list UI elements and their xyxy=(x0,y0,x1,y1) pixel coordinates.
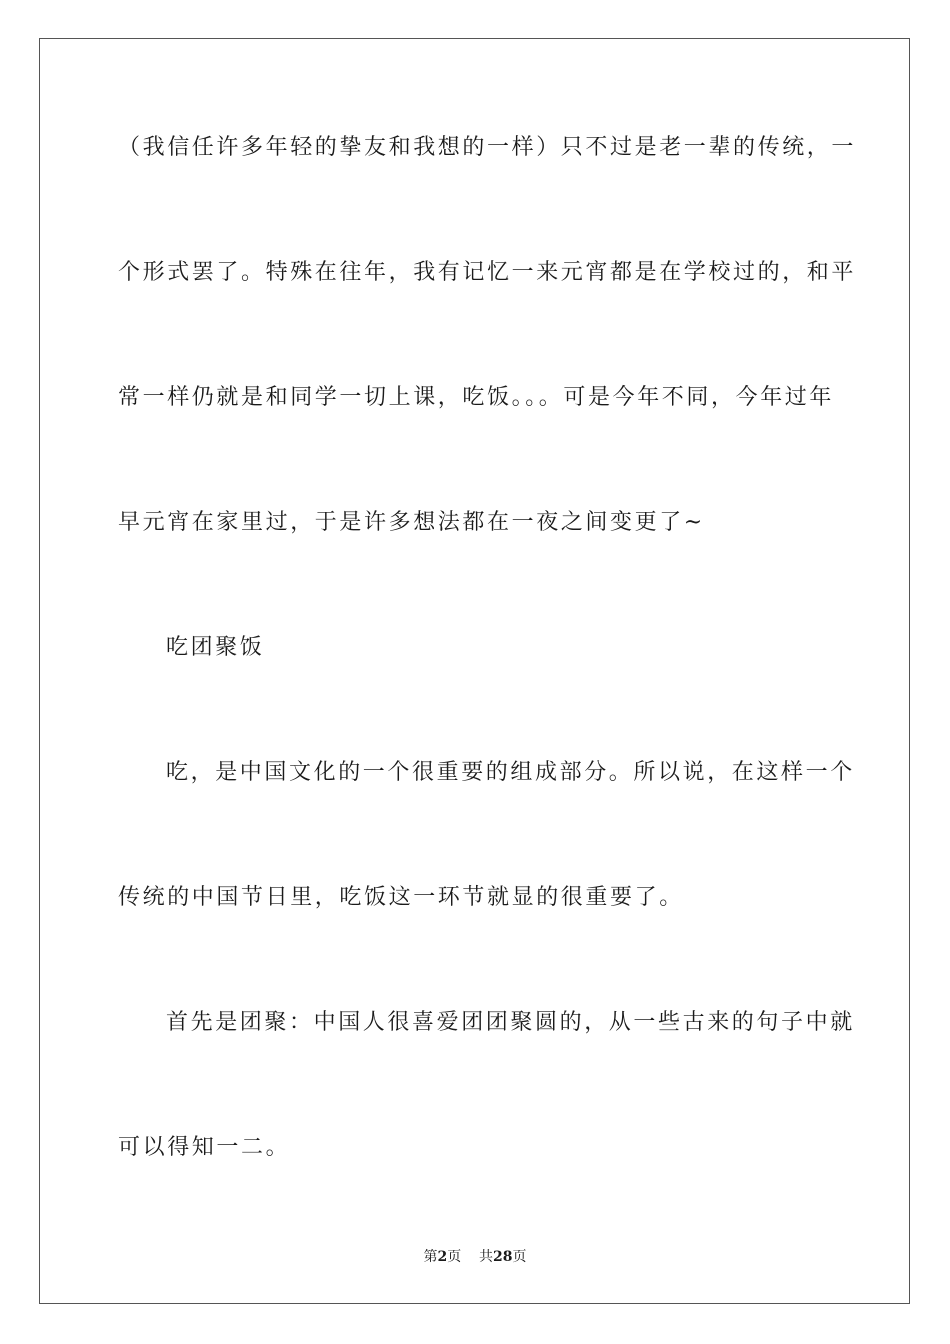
page-total: 28 xyxy=(493,1249,513,1265)
total-suffix: 页 xyxy=(512,1249,527,1265)
body-line-1: （我信任许多年轻的挚友和我想的一样）只不过是老一辈的传统，一 xyxy=(118,135,857,160)
body-line-3: 常一样仍就是和同学一切上课，吃饭。。。可是今年不同，今年过年 xyxy=(118,385,835,410)
body-line-6: 传统的中国节日里，吃饭这一环节就显的很重要了。 xyxy=(118,885,684,910)
section-heading: 吃团聚饭 xyxy=(166,635,265,660)
total-prefix: 共 xyxy=(479,1249,494,1265)
body-line-5: 吃，是中国文化的一个很重要的组成部分。所以说，在这样一个 xyxy=(166,760,855,785)
page-suffix: 页 xyxy=(447,1249,462,1265)
body-line-8: 可以得知一二。 xyxy=(118,1135,291,1160)
body-line-4: 早元宵在家里过，于是许多想法都在一夜之间变更了~ xyxy=(118,510,705,535)
page-prefix: 第 xyxy=(423,1249,438,1265)
page-current: 2 xyxy=(437,1249,448,1265)
page-border xyxy=(39,38,910,1304)
body-line-2: 个形式罢了。特殊在往年，我有记忆一来元宵都是在学校过的，和平 xyxy=(118,260,857,285)
page-footer xyxy=(0,1247,950,1267)
body-line-7: 首先是团聚：中国人很喜爱团团聚圆的，从一些古来的句子中就 xyxy=(166,1010,855,1035)
